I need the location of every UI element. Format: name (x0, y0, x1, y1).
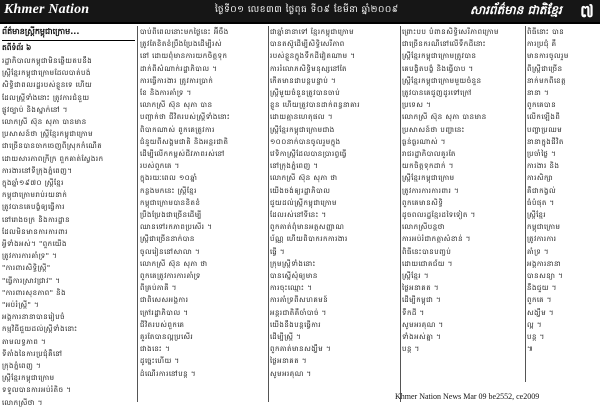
article-text-line: មានការចូលរួម (527, 52, 569, 61)
article-text-line: វេទិកាស្ត្រីដែលបានប្រារព្ធធ្វើ (270, 150, 347, 159)
article-text-line: ស្ត្រីខ្មែរកម្ពុជាក្រោម (2, 374, 55, 383)
article-text-line: ការងារ និង (527, 162, 560, 171)
article-text-line: ពិធីនោះ បាន (527, 28, 565, 36)
article-text-line: ទឹកដី ។ (402, 308, 425, 317)
article-column-5 (527, 26, 599, 382)
article-headline: ព័ត៌មានស្ត្រីកម្ពុជាក្រោម... (2, 26, 135, 41)
article-text-line: សូមអរគុណ ។ (402, 320, 444, 329)
article-text-line: អង្គការនានា (527, 259, 562, 268)
column-divider (137, 26, 138, 402)
article-text-line: គេបង្ខិតបង្ខំ និងធ្វើបាប ។ (402, 64, 474, 73)
article-text-line: បញ្ហាប្រឈម (527, 125, 563, 134)
article-text-line: ត្រូវការការ (527, 235, 557, 244)
article-text-line: ការចុះឈ្មោះ ។ (270, 284, 313, 293)
article-text-line: ដែលមិនមានការការពារ (2, 227, 68, 236)
article-text-line: ជាពិសេសអង្គការ (140, 296, 189, 305)
article-text-line: ត្រូវការការគាំទ្រ" ។ (2, 252, 58, 261)
article-text-line: ជួយដល់ស្ត្រីកម្ពុជាក្រោម (270, 198, 337, 207)
article-text-line: ដោយសារភាពក្រីក្រ ពួកគាត់ស្វែងរក (2, 154, 104, 163)
article-text-line: ១០០នាក់បានចូលរួមក្នុង (270, 137, 341, 146)
article-text-line: ប្រសាសន៍ថា ស្ត្រីខ្មែរកម្ពុជាក្រោម (2, 130, 94, 139)
article-text-line: ដែលរស់នៅទីនេះ ។ (270, 211, 327, 220)
article-text-line: ជាច្រើនករណីនៅលើទឹកដីនោះ (402, 40, 487, 49)
continued-from-label: តពីទំព័រ ៦ (2, 43, 32, 52)
article-text-line: ដើម្បីលើកកម្ពស់ជីវភាពរស់នៅ (140, 150, 225, 159)
article-text-line: ត្រូវការការការពារ ។ (402, 186, 460, 195)
page-number: ៧ (580, 2, 594, 21)
article-text-line: ជាងនេះ ។ (140, 345, 171, 354)
article-text-line: ពួកគេបាន (527, 101, 557, 110)
article-text-line: លោកស្រី ស៊ុន សុភា ថា (270, 174, 338, 183)
article-text-line: ពួកគេត្រូវការការគាំទ្រ (140, 272, 201, 281)
article-text-line: ចូលរៀននៅសាលា ។ (140, 247, 201, 256)
article-text-line: នឹងជួយ ។ (527, 284, 557, 293)
article-text-line: ពួកគាត់មានសង្ឃឹម ។ (270, 345, 332, 354)
article-text-line: កើតមានជាបន្តបន្ទាប់ ។ (270, 76, 337, 85)
article-text-line: ជីវិតរបស់ពួកគេ (140, 320, 185, 329)
article-text-line: ពីស្ត្រីជាច្រើន (527, 64, 563, 73)
article-text-line: ផ្លូវច្បាប់ និងស្នាក់នៅ ។ (2, 105, 68, 114)
article-text-line: ទីតាំងនៃការប្រជុំគឺនៅ (2, 349, 63, 358)
article-text-line: ដើម្បីកម្ពុជា ។ (402, 296, 442, 305)
article-text-line: នៅ ដោយពុំមានការយកចិត្តទុក (140, 52, 228, 61)
article-text-line: កន្លងមកនេះ ស្ត្រីខ្មែរ (140, 186, 197, 195)
article-text-line: ស្ត្រីខ្មែរ ។ (402, 272, 429, 281)
article-text-line: ដំណើរការនៅបន្ត ។ (140, 369, 196, 378)
article-text-line: ស្ត្រីខ្មែរកម្ពុជាក្រោមមួយចំនួន (402, 76, 482, 85)
article-text-line: បានតស៊ូដើម្បីសិទ្ធិសេរីភាព (270, 40, 345, 49)
article-text-line: ស្ត្រីខ្មែរកម្ពុជាក្រោមត្រូវបាន (402, 52, 477, 61)
footer-credit: Khmer Nation News Mar 09 be2552, ce2009 (395, 392, 540, 401)
article-text-line: ពិធីនេះបានបញ្ចប់ (402, 247, 452, 256)
article-column-2 (140, 26, 266, 402)
article-text-line: ទទួលបានការអប់រំតិច ។ (2, 386, 72, 395)
column-divider (400, 26, 401, 402)
article-text-line: សង្ឃឹម ។ (527, 308, 554, 317)
article-text-line: ដូច្នេះហើយ ។ (140, 357, 180, 366)
article-text-line: ប្រទេស ។ (402, 101, 432, 110)
article-text-line: ៕ (527, 345, 534, 354)
masthead-rule (0, 22, 600, 24)
article-text-line: នានា ។ (527, 89, 550, 98)
article-text-line: ធ្ងន់ធ្ងរណាស់ ។ (402, 137, 446, 146)
article-text-line: បានស្នើសុំឲ្យមាន (270, 272, 318, 281)
article-text-line: ជាច្រើនបានចាកចេញពីស្រុកកំណើត (2, 142, 103, 151)
article-text-line: "ការពារសិទ្ធិស្ត្រី" (2, 264, 51, 273)
article-text-line: បានសន្យា ។ (527, 272, 564, 281)
article-text-line: ដែលស្ត្រីទាំងនោះ ត្រូវការជំនួយ (2, 93, 90, 102)
issue-dateline: ថ្ងៃទី០១ លេខ៣៣ ថ្ងៃពុធ ទី០៩ ខែមីនា ឆ្នាំ២០០៩ (215, 5, 399, 15)
article-text-line: ពិបាកណាស់ ពួកគេត្រូវការ (140, 125, 215, 134)
article-text-line: កម្ពុជាក្រោមបានខិតខំ (140, 198, 201, 207)
article-text-line: បន្ត ។ (527, 333, 545, 342)
article-text-line: ការងារនៅទីក្រុងភ្នំពេញ។ (2, 166, 73, 175)
article-text-line: ត្រូវបានគេបង្ខំឲ្យធ្វើការ (2, 203, 65, 212)
article-text-line: ព្រោះបប បំពានសិទ្ធិសេរីភាពក្រោម (402, 28, 499, 36)
article-text-line: ការអប់រំជាកត្តាសំខាន់ ។ (402, 235, 471, 244)
article-text-line: បន្ត ។ (402, 345, 420, 354)
article-text-line: ត្រូវបានគេជួញដូរទៅក្រៅ (402, 89, 472, 98)
article-text-line: របស់ខ្លួនក្នុងទឹកដីវៀតណាម ។ (270, 52, 356, 61)
article-text-line: នៅក្រុងភ្នំពេញ ។ (270, 162, 319, 171)
article-text-line: លើកឡើងពី (527, 113, 561, 122)
article-text-line: ក្នុងឆ្នាំ១៩៧០ ស្ត្រីខ្មែរ (2, 179, 64, 188)
article-text-line: ថ្ងៃអនាគត ។ (270, 357, 307, 366)
article-text-line: ក្រុងភ្នំពេញ ។ (2, 362, 42, 371)
article-text-line: យើងនឹងបន្តធ្វើការ (270, 320, 322, 329)
article-column-3 (270, 26, 398, 402)
article-text-line: របស់ពួកគេ ។ (140, 162, 180, 171)
article-text-line: បញ្ជាក់ថា ជីវិតរបស់ស្ត្រីទាំងនោះ (140, 113, 231, 122)
article-text-line: ត្រូវតែខិតខំប្រឹងប្រែងដើម្បីរស់ (140, 40, 222, 49)
article-text-line: តាមលទ្ធភាព ។ (2, 337, 47, 346)
article-text-line: "ការពារសុខភាព" និង (2, 288, 67, 297)
article-text-line: រដ្ឋាភិបាលកម្ពុជាមិនឆ្លើយតបនឹង (2, 57, 93, 65)
article-text-line: ការប្រជុំ គឺ (527, 40, 557, 49)
article-text-line: គួរតែបានល្អប្រសើរ (140, 333, 194, 342)
article-text-line: ការធ្វើការងារ ត្រូវការប្រាក់ (140, 76, 214, 85)
article-text-line: លោកស្រី ស៊ុន សុភា ថា (140, 259, 208, 268)
article-text-line: ស្ត្រីជាច្រើននាក់បាន (140, 235, 195, 244)
article-text-line: នៅរោងចក្រ និងការដ្ឋាន (2, 215, 71, 224)
section-title: សារព័ត៌មាន ជាតិខ្មែរ (470, 3, 562, 17)
brand-name: Khmer Nation (4, 2, 90, 17)
article-text-line: គាំទ្រ ។ (527, 247, 550, 256)
article-text-line: នានាក្នុងជីវិត (527, 137, 564, 146)
article-text-line: អ្វីទាំងអស់។ "ពួកយើង (2, 240, 67, 249)
article-text-line: ធ្វើ ។ (270, 247, 286, 256)
article-text-line: ពួកគេមានសិទ្ធិ (402, 198, 444, 207)
article-text-line: យើងចង់ឲ្យរដ្ឋាភិបាល (270, 186, 331, 195)
article-text-line: បាប់ពីពេលនោះមកថ្ងៃនេះ អ៊ីចឹង (140, 28, 229, 36)
article-text-line: ការសិក្សា (527, 174, 554, 183)
article-text-line: ដោយគ្មានហេតុផល ។ (270, 113, 333, 122)
article-text-line: ស្ត្រីខ្មែរកម្ពុជាក្រោមជាង (270, 125, 335, 134)
article-text-line: ពួកគេ ។ (527, 296, 552, 305)
article-text-line: ថ្ងៃអនាគត ។ (402, 284, 439, 293)
masthead (0, 0, 600, 22)
article-text-line: កម្មវិធីជួយដល់ស្ត្រីទាំងនោះ (2, 325, 78, 334)
article-text-line: ប័ណ្ណ ហើយពិបាករកការងារ (270, 235, 348, 244)
article-text-line: សិទ្ធិជាពលរដ្ឋរបស់ខ្លួនទេ ហើយ (2, 81, 93, 90)
article-text-line: អង្គការនានាបានរៀបចំ (2, 313, 66, 322)
article-text-line: ប្រឹងប្រែងជាច្រើនដើម្បី (140, 211, 202, 220)
article-text-line: ការគាំទ្រពីសហគមន៍ (270, 296, 329, 305)
article-text-line: ការរំលោភសិទ្ធិមនុស្សនៅតែ (270, 64, 347, 73)
article-text-line: ខ្លួន ហើយត្រូវបានដាក់ពន្ធនាគារ (270, 101, 361, 110)
article-text-line: ប្រសាសន៍ថា បញ្ហានេះ (402, 125, 465, 134)
article-text-line: ឈានទៅរកភាពប្រសើរ ។ (140, 223, 213, 232)
article-text-line: ក្រុមស្ត្រីទាំងនោះ (270, 259, 316, 268)
article-text-line: ស្ត្រីខ្មែរកម្ពុជាក្រោមដែលបាត់បង់ (2, 69, 91, 78)
article-text-line: យកចិត្តទុកដាក់ ។ (402, 162, 454, 171)
article-text-line: អន្តរជាតិគឺចាំបាច់ ។ (270, 308, 327, 317)
article-text-line: ស្ត្រីខ្មែរ (527, 211, 547, 220)
article-text-line: ទាំងអស់គ្នា ។ (402, 333, 442, 342)
article-text-line: ដោយជោគជ័យ ។ (402, 259, 453, 268)
article-text-line: សូមអរគុណ ។ (270, 369, 312, 378)
article-text-line: ជំនួយពីសង្គមជាតិ និងអន្តរជាតិ (140, 137, 229, 146)
article-text-line: ក្នុងរយៈពេល ១០ឆ្នាំ (140, 174, 198, 183)
article-column-1 (2, 26, 135, 407)
article-text-line: លោកស្រី ស៊ុន សុភា បានមាន (402, 113, 487, 122)
article-text-line: លោកស្រី ស៊ុន សុភា បានមាន (2, 118, 87, 127)
article-text-line: ដូចពលរដ្ឋខ្មែរដទៃទៀត ។ (402, 211, 476, 220)
article-text-line: ដាក់ពីសំណាក់រដ្ឋាភិបាល ។ (140, 64, 218, 73)
article-text-line: លោកស្រី ស៊ុន សុភា បាន (140, 101, 213, 110)
article-text-line: ពួកគាត់ពុំមានអត្តសញ្ញាណ (270, 223, 345, 232)
article-text-line: កម្ពុជាក្រោម (527, 223, 561, 232)
article-text-line: ស្ត្រីមួយចំនួនត្រូវបានចាប់ (270, 89, 341, 98)
article-text-line: ក្រៅរដ្ឋាភិបាល ។ (140, 308, 189, 317)
article-text-line: លោកស្រីថា ។ (2, 398, 43, 407)
article-text-line: ជាឆ្នាំនានាទៅ ខ្មែរកម្ពុជាក្រោម (270, 28, 355, 36)
article-text-line: រាជរដ្ឋាភិបាលគួរតែ (402, 150, 456, 159)
article-text-line: កម្ពុជាក្រោមរាប់រយនាក់ (2, 191, 68, 200)
article-text-line: ស្ត្រីខ្មែរកម្ពុជាក្រោម (402, 174, 455, 183)
article-text-line: ល្អ ។ (527, 320, 543, 329)
article-text-line: "ធ្វើការស្រាវជ្រាវ" ។ (2, 276, 61, 285)
article-column-4 (402, 26, 524, 382)
article-text-line: នាក់មកពីខេត្ត (527, 76, 567, 85)
article-text-line: លោកស្រីបន្តថា (402, 223, 445, 232)
column-divider (525, 26, 526, 382)
article-text-line: គឺជាកង្វល់ (527, 186, 557, 195)
article-text-line: ប្រចាំថ្ងៃ ។ (527, 150, 557, 159)
article-text-line: ដើម្បីស្ត្រី ។ (270, 333, 302, 342)
article-text-line: ពីគ្រប់ភាគី ។ (140, 284, 177, 293)
column-divider (268, 26, 269, 402)
article-text-line: ខែ និងការគាំទ្រ ។ (140, 89, 192, 98)
article-text-line: ធំបំផុត ។ (527, 198, 555, 207)
article-text-line: "អប់រំស្ត្រី" ។ (2, 301, 40, 310)
